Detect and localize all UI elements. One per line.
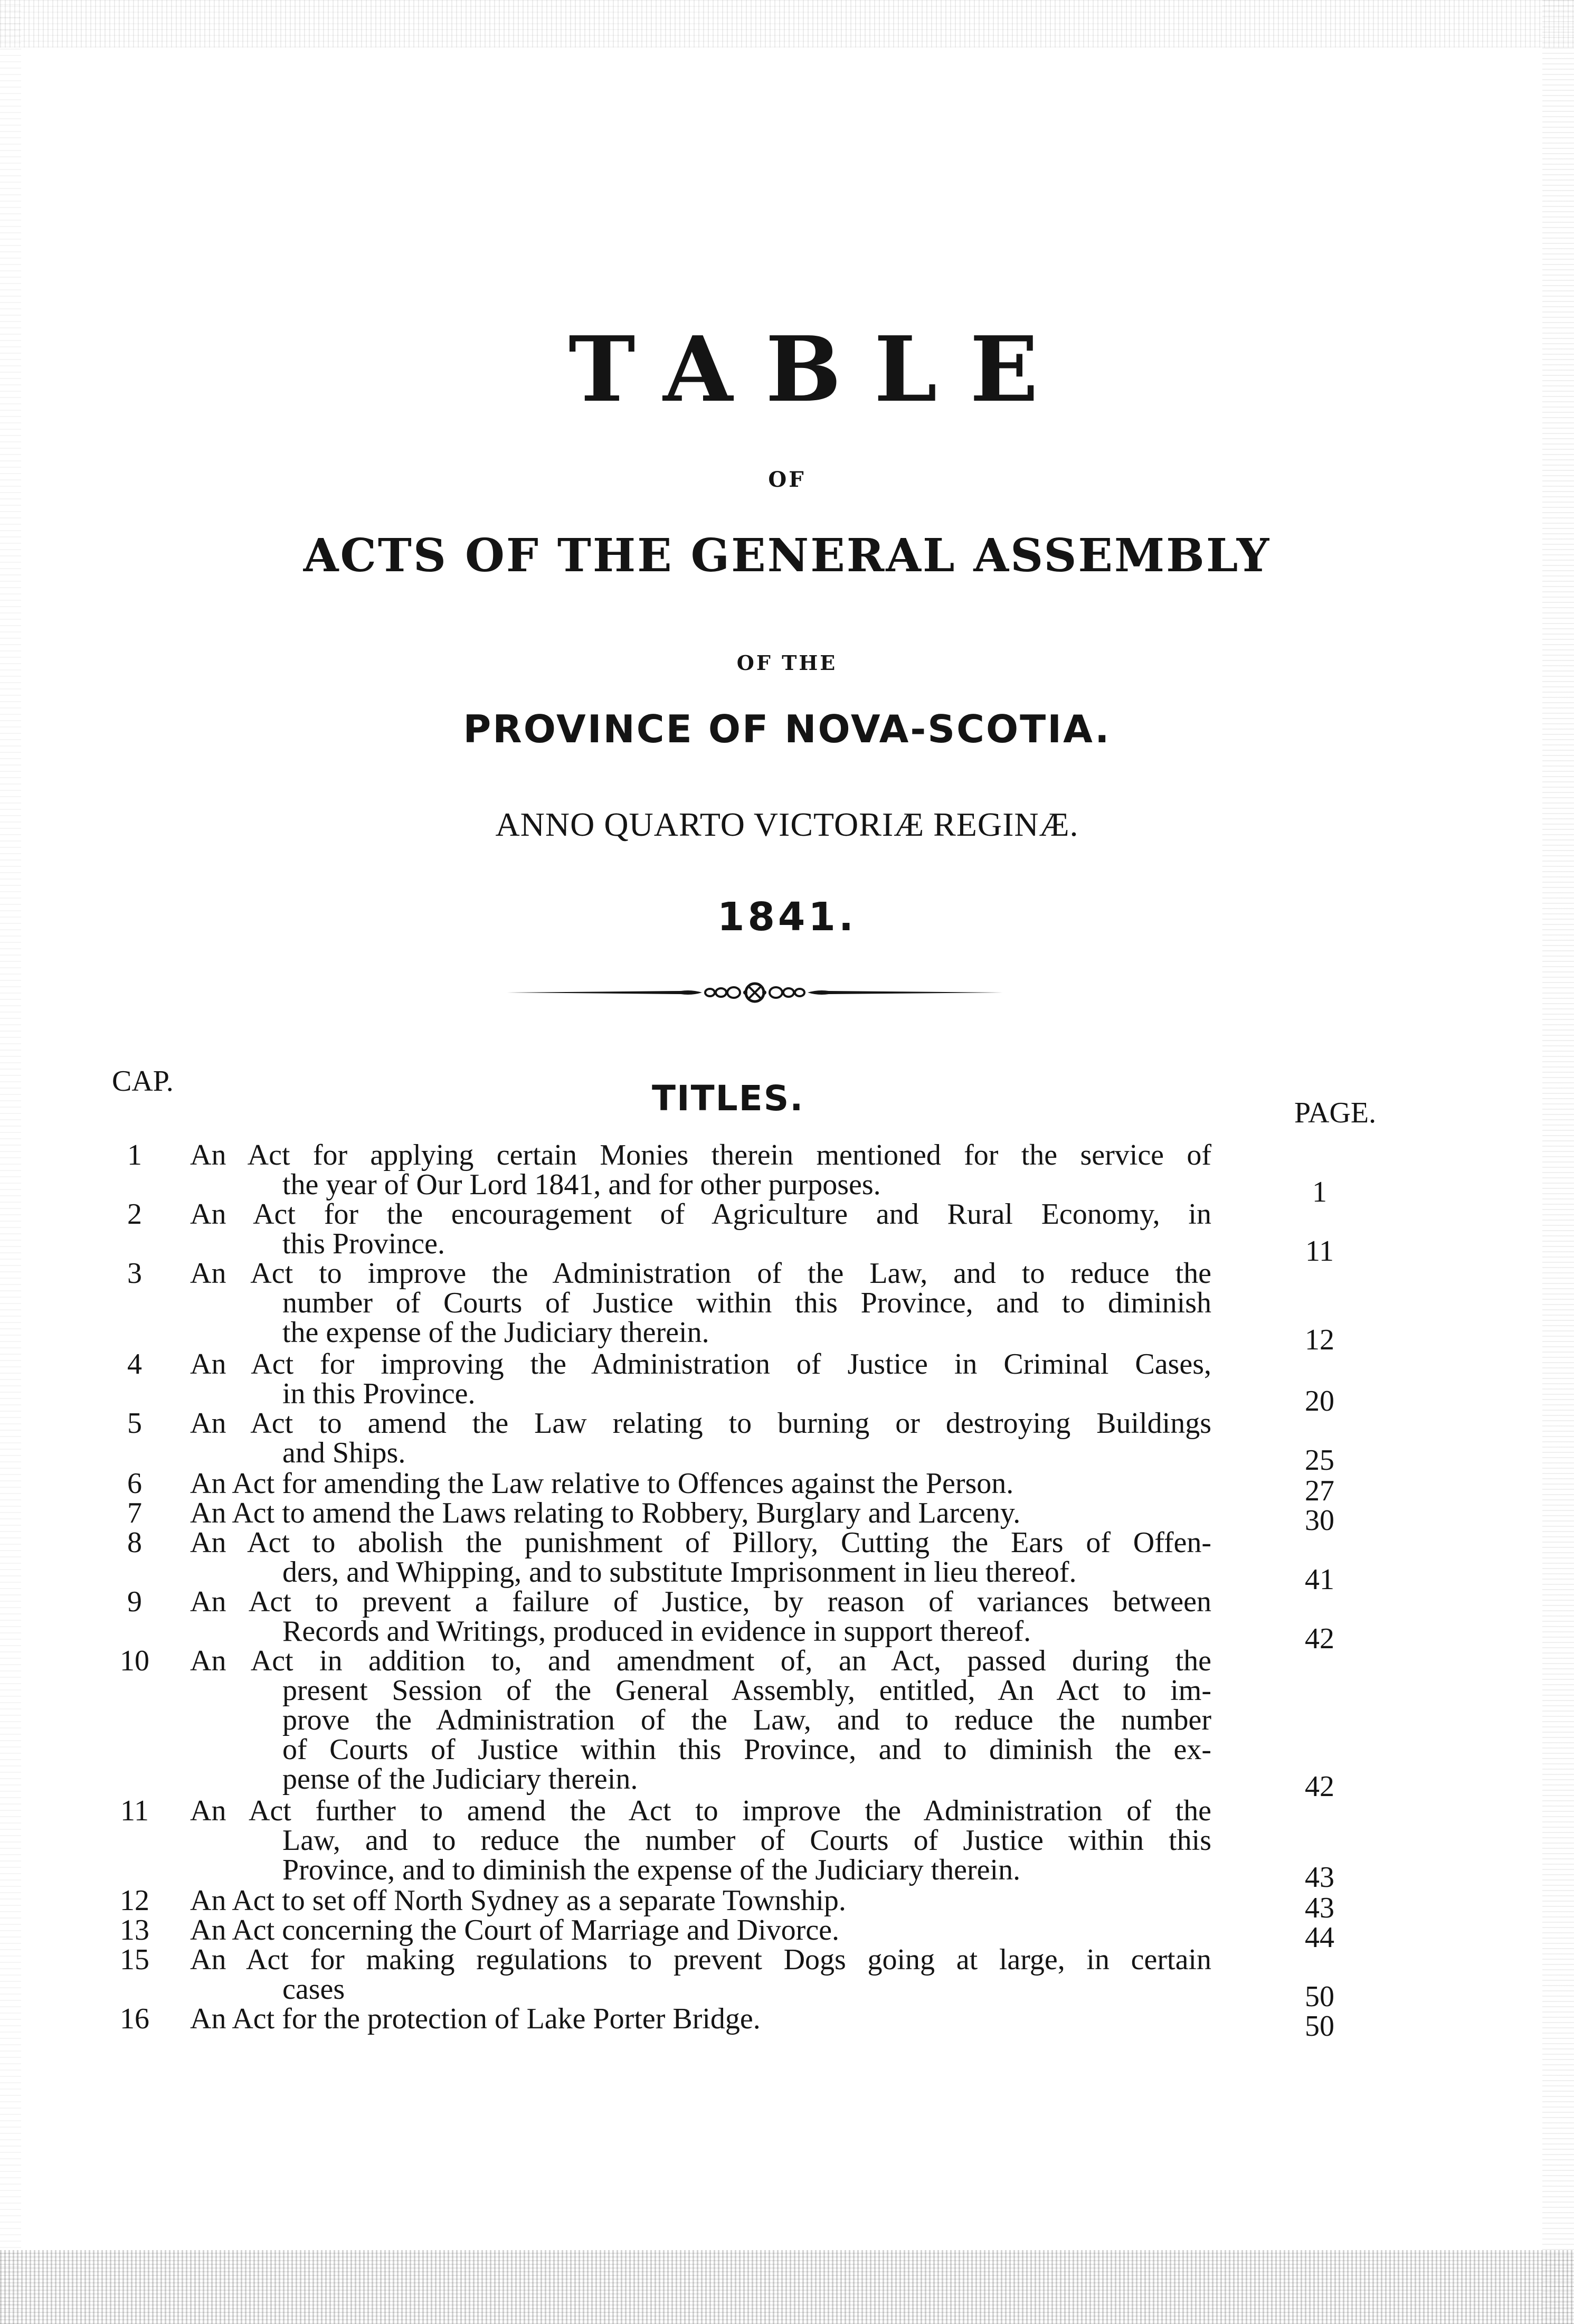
ornament-divider: [507, 977, 1003, 1008]
page-number: 43: [1305, 1861, 1334, 1894]
act-title: [190, 1646, 1225, 1794]
act-title-line: Records and Writings, produced in evidence in support thereof.: [282, 1615, 1031, 1648]
act-title-line: An Act for the protection of Lake Porter Bridge.: [190, 2002, 761, 2035]
cap-number: 8: [127, 1526, 142, 1559]
act-title: [190, 1528, 1225, 1587]
table-row: [0, 1348, 1574, 1418]
act-title-line: present Session of the General Assembly, entitled, An Act to im-: [282, 1674, 1211, 1707]
cap-number: 15: [120, 1943, 149, 1976]
cap-number: 10: [120, 1645, 149, 1677]
act-title-line: An Act further to amend the Act to improve the Administration of the: [190, 1794, 1211, 1827]
act-title: [190, 1915, 1225, 1945]
act-title: [190, 1587, 1225, 1646]
act-title-line: An Act for amending the Law relative to Offences against the Person.: [190, 1467, 1014, 1500]
page-number: 12: [1305, 1324, 1334, 1356]
act-title-line: Law, and to reduce the number of Courts of Justice within this: [282, 1824, 1211, 1857]
table-row: [0, 1884, 1574, 1924]
page-number: 44: [1305, 1921, 1334, 1954]
cap-number: 16: [120, 2002, 149, 2035]
act-title-line: and Ships.: [282, 1437, 406, 1469]
cap-number: 7: [127, 1497, 142, 1529]
act-title-line: An Act to set off North Sydney as a separate Township.: [190, 1884, 846, 1917]
table-row: [0, 1198, 1574, 1268]
act-title-line: An Act to abolish the punishment of Pillory, Cutting the Ears of Offen-: [190, 1526, 1211, 1559]
act-title-line: prove the Administration of the Law, and to reduce the number: [282, 1704, 1211, 1736]
table-row: [0, 1794, 1574, 1894]
cap-number: 9: [127, 1585, 142, 1618]
scan-noise-top: [0, 0, 1574, 48]
act-title-line: Province, and to diminish the expense of the Judiciary therein.: [282, 1854, 1021, 1886]
year-heading: 1841.: [717, 894, 857, 940]
act-title-line: An Act in addition to, and amendment of, an Act, passed during the: [190, 1645, 1211, 1677]
cap-number: 1: [127, 1139, 142, 1172]
page-title: TABLE: [568, 317, 1071, 422]
table-row: [0, 2002, 1574, 2043]
table-row: [0, 1914, 1574, 1954]
cap-number: 5: [127, 1407, 142, 1440]
page-number: 20: [1305, 1385, 1334, 1418]
cap-number: 13: [120, 1914, 149, 1947]
act-title-line: An Act to improve the Administration of the Law, and to reduce the: [190, 1257, 1211, 1290]
act-title-line: An Act for improving the Administration of Justice in Criminal Cases,: [190, 1348, 1211, 1381]
page-number: 30: [1305, 1504, 1334, 1537]
act-title: [190, 2004, 1225, 2034]
page-number: 27: [1305, 1475, 1334, 1507]
act-title-line: the expense of the Judiciary therein.: [282, 1316, 709, 1349]
act-title-line: of Courts of Justice within this Province, and to diminish the ex-: [282, 1733, 1211, 1766]
page-number: 25: [1305, 1444, 1334, 1477]
act-title: [190, 1259, 1225, 1347]
act-title-line: ders, and Whipping, and to substitute Imprisonment in lieu thereof.: [282, 1556, 1077, 1589]
act-title-line: An Act for the encouragement of Agriculture and Rural Economy, in: [190, 1198, 1211, 1231]
cap-number: 2: [127, 1198, 142, 1231]
act-title: [190, 1349, 1225, 1409]
page-number: 11: [1305, 1235, 1334, 1268]
page-column-header: PAGE.: [1294, 1097, 1377, 1129]
cap-number: 4: [127, 1348, 142, 1381]
act-title: [190, 1886, 1225, 1915]
cap-column-header: CAP.: [112, 1065, 174, 1098]
cap-number: 3: [127, 1257, 142, 1290]
heading-of-the: OF THE: [736, 651, 838, 675]
act-title-line: An Act to amend the Laws relating to Robbery, Burglary and Larceny.: [190, 1497, 1021, 1529]
act-title: [190, 1796, 1225, 1885]
table-row: [0, 1467, 1574, 1507]
act-title-line: An Act for making regulations to prevent Dogs going at large, in certain: [190, 1943, 1211, 1976]
cap-number: 12: [120, 1884, 149, 1917]
scan-noise-bottom: [0, 2250, 1574, 2324]
table-row: [0, 1497, 1574, 1537]
regnal-year-heading: ANNO QUARTO VICTORIÆ REGINÆ.: [495, 806, 1079, 843]
page-number: 1: [1312, 1176, 1327, 1208]
titles-column-header: TITLES.: [652, 1078, 804, 1119]
act-title: [190, 1469, 1225, 1498]
table-row: [0, 1943, 1574, 2013]
page-number: 43: [1305, 1892, 1334, 1924]
table-row: [0, 1526, 1574, 1596]
act-title: [190, 1199, 1225, 1259]
act-title-line: number of Courts of Justice within this Province, and to diminish: [282, 1287, 1211, 1319]
table-row: [0, 1257, 1574, 1356]
table-row: [0, 1407, 1574, 1477]
page-number: 41: [1305, 1563, 1334, 1596]
act-title-line: this Province.: [282, 1227, 445, 1260]
act-title-line: pense of the Judiciary therein.: [282, 1763, 638, 1796]
act-title-line: in this Province.: [282, 1377, 476, 1410]
act-title-line: An Act concerning the Court of Marriage and Divorce.: [190, 1914, 840, 1947]
act-title-line: An Act to prevent a failure of Justice, by reason of variances between: [190, 1585, 1211, 1618]
page-subtitle: ACTS OF THE GENERAL ASSEMBLY: [303, 529, 1271, 582]
acts-table: [0, 1139, 1574, 2043]
act-title: [190, 1498, 1225, 1528]
page-number: 50: [1305, 1980, 1334, 2013]
table-row: [0, 1139, 1574, 1208]
act-title-line: cases: [282, 1973, 345, 2006]
act-title: [190, 1409, 1225, 1468]
cap-number: 6: [127, 1467, 142, 1500]
page-number: 50: [1305, 2010, 1334, 2043]
act-title-line: the year of Our Lord 1841, and for other purposes.: [282, 1168, 881, 1201]
cap-number: 11: [120, 1794, 149, 1827]
page-number: 42: [1305, 1770, 1334, 1803]
table-row: [0, 1645, 1574, 1803]
heading-of: OF: [768, 467, 806, 492]
province-heading: PROVINCE OF NOVA-SCOTIA.: [463, 707, 1111, 751]
act-title: [190, 1945, 1225, 2004]
act-title-line: An Act to amend the Law relating to burning or destroying Buildings: [190, 1407, 1211, 1440]
act-title-line: An Act for applying certain Monies therein mentioned for the service of: [190, 1139, 1211, 1172]
page-number: 42: [1305, 1622, 1334, 1655]
table-row: [0, 1585, 1574, 1655]
act-title: [190, 1140, 1225, 1199]
